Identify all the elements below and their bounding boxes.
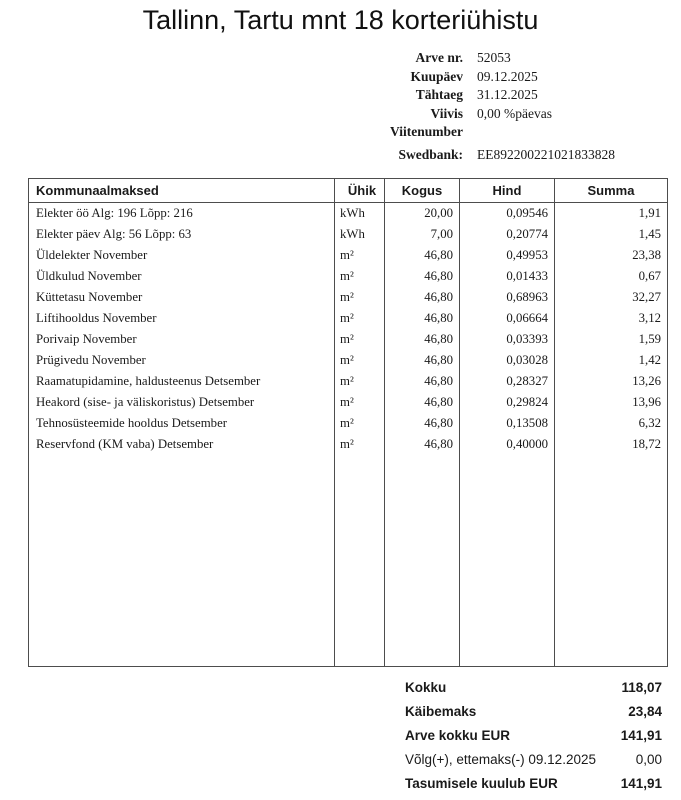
totals-label: Arve kokku EUR <box>405 728 511 743</box>
table-cell: 46,80 <box>385 371 460 392</box>
meta-label: Viivis <box>430 105 463 121</box>
table-cell: 46,80 <box>385 308 460 329</box>
totals-value: 0,00 <box>635 752 662 767</box>
table-cell: m² <box>335 308 385 329</box>
totals-label: Kokku <box>405 680 447 695</box>
totals-row <box>405 680 662 704</box>
table-row <box>29 308 667 329</box>
totals-label: Tasumisele kuulub EUR <box>405 776 558 791</box>
table-cell: Üldkulud November <box>29 266 335 287</box>
table-cell: 0,13508 <box>460 413 555 434</box>
table-row <box>29 329 667 350</box>
table-cell: m² <box>335 434 385 455</box>
meta-row <box>0 50 615 69</box>
table-cell: Prügivedu November <box>29 350 335 371</box>
table-row <box>29 434 667 455</box>
invoice-meta-block <box>0 50 615 165</box>
totals-value: 141,91 <box>620 728 662 743</box>
table-cell: 46,80 <box>385 245 460 266</box>
table-cell: 0,03393 <box>460 329 555 350</box>
header-cell: Hind <box>460 179 555 202</box>
table-cell: 6,32 <box>638 416 661 430</box>
table-cell: 0,06664 <box>460 308 555 329</box>
filler-cell <box>335 455 385 666</box>
totals-row <box>405 704 662 728</box>
meta-label: Viitenumber <box>390 124 463 139</box>
table-cell: m² <box>335 266 385 287</box>
table-cell: 0,20774 <box>460 224 555 245</box>
table-cell: 0,29824 <box>460 392 555 413</box>
table-cell: 0,40000 <box>460 434 555 455</box>
meta-value: 09.12.2025 <box>477 68 538 84</box>
table-cell: 1,45 <box>638 227 661 241</box>
table-cell: Elekter öö Alg: 196 Lõpp: 216 <box>29 203 335 224</box>
table-cell: Heakord (sise- ja väliskoristus) Detsember <box>29 392 335 413</box>
table-cell: Porivaip November <box>29 329 335 350</box>
charges-table <box>28 178 668 667</box>
table-cell: 23,38 <box>632 248 661 262</box>
table-cell: 1,91 <box>638 206 661 220</box>
table-header-row <box>29 179 667 203</box>
filler-cell <box>385 455 460 666</box>
totals-value: 118,07 <box>621 680 662 695</box>
table-cell: 46,80 <box>385 287 460 308</box>
table-cell: m² <box>335 287 385 308</box>
table-cell: 46,80 <box>385 413 460 434</box>
table-cell: 46,80 <box>385 266 460 287</box>
table-cell: 32,27 <box>632 290 661 304</box>
table-cell: 3,12 <box>638 311 661 325</box>
table-cell: Elekter päev Alg: 56 Lõpp: 63 <box>29 224 335 245</box>
table-cell: 0,09546 <box>460 203 555 224</box>
meta-row <box>0 124 615 143</box>
totals-label: Käibemaks <box>405 704 477 719</box>
table-cell: 1,42 <box>638 353 661 367</box>
table-cell: m² <box>335 245 385 266</box>
totals-row <box>405 752 662 776</box>
table-row <box>29 392 667 413</box>
table-cell: m² <box>335 413 385 434</box>
table-cell: 46,80 <box>385 350 460 371</box>
table-cell: 13,26 <box>632 374 661 388</box>
table-cell: 0,03028 <box>460 350 555 371</box>
meta-value: 0,00 %päevas <box>477 105 552 121</box>
table-cell: m² <box>335 329 385 350</box>
table-cell: kWh <box>335 224 385 245</box>
table-cell: 18,72 <box>632 437 661 451</box>
meta-value: 52053 <box>477 50 511 65</box>
meta-row <box>0 69 615 88</box>
meta-value: 31.12.2025 <box>477 87 538 102</box>
totals-value: 23,84 <box>628 704 662 719</box>
table-row <box>29 371 667 392</box>
table-cell: 0,28327 <box>460 371 555 392</box>
table-cell: kWh <box>335 203 385 224</box>
table-cell: 1,59 <box>638 332 661 346</box>
meta-row <box>0 147 615 166</box>
header-cell: Kommunaalmaksed <box>29 179 335 202</box>
table-cell: 7,00 <box>385 224 460 245</box>
meta-row <box>0 106 615 125</box>
filler-cell <box>555 455 667 666</box>
table-row <box>29 245 667 266</box>
header-cell: Summa <box>587 183 635 198</box>
meta-label: Arve nr. <box>415 50 463 65</box>
table-cell: 13,96 <box>632 395 661 409</box>
table-cell: 0,49953 <box>460 245 555 266</box>
filler-cell <box>29 455 335 666</box>
meta-label: Kuupäev <box>410 68 463 84</box>
table-cell: m² <box>335 371 385 392</box>
table-cell: 0,01433 <box>460 266 555 287</box>
table-row <box>29 413 667 434</box>
meta-row <box>0 87 615 106</box>
filler-cell <box>460 455 555 666</box>
table-cell: Liftihooldus November <box>29 308 335 329</box>
table-row <box>29 203 667 224</box>
totals-section <box>405 680 662 800</box>
table-empty-area <box>29 455 667 666</box>
table-row <box>29 224 667 245</box>
table-cell: 46,80 <box>385 434 460 455</box>
table-cell: Küttetasu November <box>29 287 335 308</box>
table-cell: 0,67 <box>638 269 661 283</box>
totals-row <box>405 776 662 800</box>
table-cell: Reservfond (KM vaba) Detsember <box>29 434 335 455</box>
meta-label: Swedbank: <box>398 146 463 162</box>
totals-row <box>405 728 662 752</box>
totals-value: 141,91 <box>620 776 662 791</box>
totals-label: Võlg(+), ettemaks(-) 09.12.2025 <box>405 752 596 767</box>
table-cell: Tehnosüsteemide hooldus Detsember <box>29 413 335 434</box>
table-row <box>29 350 667 371</box>
table-row <box>29 287 667 308</box>
table-cell: m² <box>335 392 385 413</box>
table-cell: 46,80 <box>385 329 460 350</box>
header-cell: Kogus <box>385 179 460 202</box>
meta-label: Tähtaeg <box>415 87 463 102</box>
meta-value: EE892200221021833828 <box>477 146 615 162</box>
page-title: Tallinn, Tartu mnt 18 korteriühistu <box>142 5 539 35</box>
table-cell: m² <box>335 350 385 371</box>
header-cell: Ühik <box>335 179 385 202</box>
table-cell: 20,00 <box>385 203 460 224</box>
table-cell: 46,80 <box>385 392 460 413</box>
table-cell: 0,68963 <box>460 287 555 308</box>
table-cell: Üldelekter November <box>29 245 335 266</box>
table-row <box>29 266 667 287</box>
table-cell: Raamatupidamine, haldusteenus Detsember <box>29 371 335 392</box>
table-body <box>29 203 667 455</box>
